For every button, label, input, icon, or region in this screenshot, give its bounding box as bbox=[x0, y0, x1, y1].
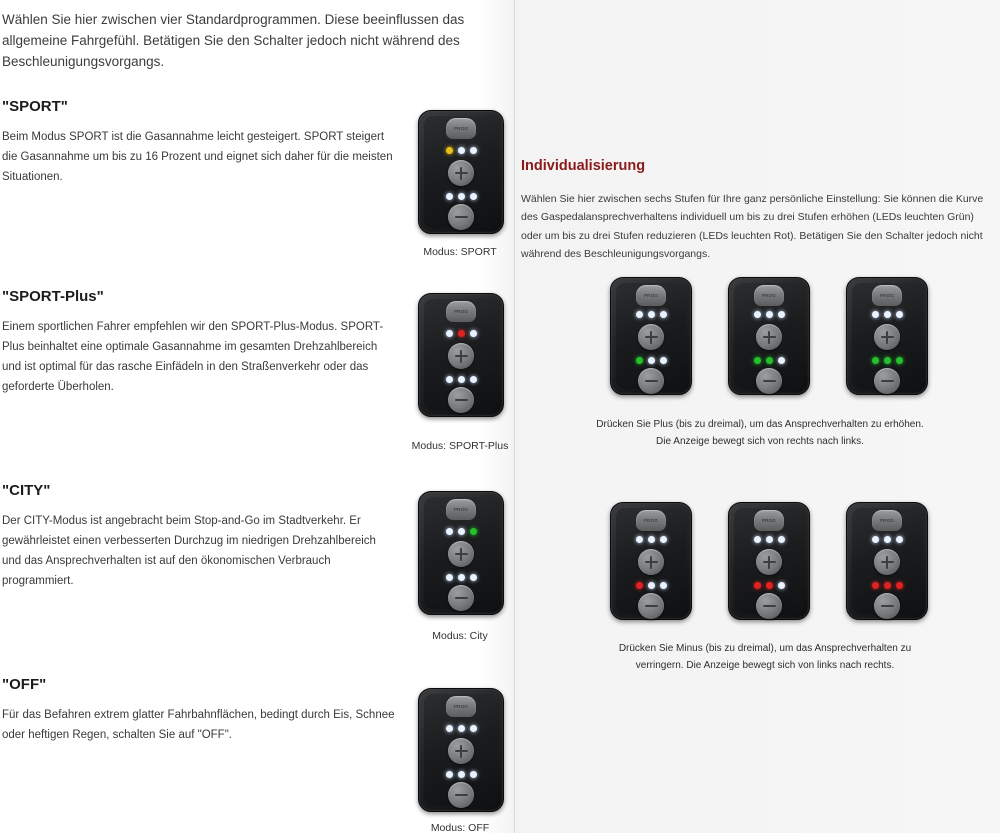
led-row bbox=[729, 311, 809, 318]
led-indicator bbox=[660, 536, 667, 543]
led-row bbox=[611, 536, 691, 543]
led-indicator bbox=[470, 771, 477, 778]
led-row bbox=[847, 582, 927, 589]
prog-knob-label: PROG bbox=[453, 507, 469, 512]
led-indicator bbox=[446, 574, 453, 581]
led-indicator bbox=[754, 536, 761, 543]
plus-button-icon[interactable] bbox=[874, 324, 900, 350]
plus-button-icon[interactable] bbox=[874, 549, 900, 575]
led-indicator bbox=[766, 536, 773, 543]
led-row bbox=[847, 311, 927, 318]
plus-button-icon[interactable] bbox=[448, 541, 474, 567]
led-row bbox=[419, 376, 503, 383]
led-row bbox=[729, 536, 809, 543]
led-indicator bbox=[766, 582, 773, 589]
minus-button-icon[interactable] bbox=[448, 782, 474, 808]
mode-block-sport-plus bbox=[2, 288, 402, 398]
led-indicator bbox=[446, 528, 453, 535]
led-indicator bbox=[446, 376, 453, 383]
led-indicator bbox=[660, 582, 667, 589]
led-indicator bbox=[458, 147, 465, 154]
device-minus-3 bbox=[846, 502, 928, 620]
minus-button-icon[interactable] bbox=[448, 204, 474, 230]
led-indicator bbox=[470, 193, 477, 200]
minus-button-icon[interactable] bbox=[874, 593, 900, 619]
individualisation-title: Individualisierung bbox=[521, 158, 646, 174]
mode-title: "SPORT" bbox=[2, 98, 68, 115]
led-indicator bbox=[648, 357, 655, 364]
led-indicator bbox=[766, 311, 773, 318]
led-row bbox=[611, 582, 691, 589]
prog-knob-icon[interactable] bbox=[872, 510, 902, 531]
minus-button-icon[interactable] bbox=[638, 368, 664, 394]
led-indicator bbox=[754, 357, 761, 364]
plus-button-icon[interactable] bbox=[756, 324, 782, 350]
led-indicator bbox=[884, 582, 891, 589]
minus-button-icon[interactable] bbox=[448, 585, 474, 611]
minus-row-caption: Drücken Sie Minus (bis zu dreimal), um das Ansprechverhalten zu verringern. Die Anzeige bewegt sich von links nach rechts. bbox=[618, 643, 912, 671]
led-indicator bbox=[470, 376, 477, 383]
mode-title: "SPORT-Plus" bbox=[2, 288, 104, 305]
prog-knob-icon[interactable] bbox=[754, 285, 784, 306]
led-indicator bbox=[660, 357, 667, 364]
led-indicator bbox=[470, 574, 477, 581]
device-plus-3 bbox=[846, 277, 928, 395]
intro-text: Wählen Sie hier zwischen vier Standardprogrammen. Diese beeinflussen das allgemeine Fahrgefühl. Betätigen Sie den Schalter jedoch nicht während des Beschleunigungsvorgangs. bbox=[2, 12, 465, 69]
led-indicator bbox=[470, 725, 477, 732]
led-row bbox=[419, 574, 503, 581]
mode-block-city bbox=[2, 482, 402, 592]
minus-button-icon[interactable] bbox=[638, 593, 664, 619]
mode-description: Beim Modus SPORT ist die Gasannahme leicht gesteigert. SPORT steigert die Gasannahme um bis zu 16 Prozent und eignet sich daher für die meisten Situationen. bbox=[2, 131, 393, 184]
device-minus-2 bbox=[728, 502, 810, 620]
prog-knob-label: PROG bbox=[879, 293, 895, 298]
mode-description: Der CITY-Modus ist angebracht beim Stop-and-Go im Stadtverkehr. Er gewährleistet einen verbesserten Durchzug im niedrigen Drehzahlbereich und das Ansprechverhalten ist auf den ökonomischen Verbrauch programmiert. bbox=[2, 515, 376, 588]
led-indicator bbox=[872, 357, 879, 364]
mode-block-sport bbox=[2, 98, 402, 187]
plus-button-icon[interactable] bbox=[448, 738, 474, 764]
prog-knob-icon[interactable] bbox=[636, 510, 666, 531]
led-row bbox=[611, 311, 691, 318]
led-indicator bbox=[636, 357, 643, 364]
led-indicator bbox=[872, 311, 879, 318]
device-caption: Modus: SPORT bbox=[423, 246, 497, 258]
prog-knob-label: PROG bbox=[453, 126, 469, 131]
prog-knob-icon[interactable] bbox=[446, 118, 476, 139]
device-plus-1 bbox=[610, 277, 692, 395]
led-indicator bbox=[470, 147, 477, 154]
led-indicator bbox=[896, 311, 903, 318]
led-row bbox=[729, 582, 809, 589]
prog-knob-icon[interactable] bbox=[446, 499, 476, 520]
led-indicator bbox=[458, 193, 465, 200]
individualisation-column bbox=[515, 0, 1000, 833]
plus-button-icon[interactable] bbox=[448, 343, 474, 369]
plus-button-icon[interactable] bbox=[756, 549, 782, 575]
minus-button-icon[interactable] bbox=[874, 368, 900, 394]
led-row bbox=[419, 528, 503, 535]
led-row bbox=[419, 725, 503, 732]
led-indicator bbox=[896, 536, 903, 543]
led-indicator bbox=[754, 311, 761, 318]
prog-knob-label: PROG bbox=[761, 293, 777, 298]
led-indicator bbox=[636, 311, 643, 318]
led-indicator bbox=[872, 536, 879, 543]
device-city bbox=[418, 491, 504, 615]
plus-button-icon[interactable] bbox=[638, 324, 664, 350]
led-row bbox=[419, 771, 503, 778]
led-indicator bbox=[872, 582, 879, 589]
led-indicator bbox=[884, 536, 891, 543]
led-indicator bbox=[458, 574, 465, 581]
led-row bbox=[729, 357, 809, 364]
led-indicator bbox=[884, 357, 891, 364]
mode-title: "CITY" bbox=[2, 482, 51, 499]
device-caption: Modus: SPORT-Plus bbox=[411, 440, 509, 452]
led-row bbox=[847, 536, 927, 543]
individualisation-text: Wählen Sie hier zwischen sechs Stufen für Ihre ganz persönliche Einstellung: Sie können die Kurve des Gaspedalansprechverhaltens individuell um bis zu drei Stufen erhöhen (LEDs leuchten Grün) oder um bis zu drei Stufen reduzieren (LEDs leuchten Rot). Betätigen Sie den Schalter jedoch nicht während des Beschleunigungsvorgangs. bbox=[521, 193, 984, 261]
device-caption: Modus: City bbox=[432, 630, 488, 642]
minus-button-icon[interactable] bbox=[756, 593, 782, 619]
mode-title: "OFF" bbox=[2, 676, 47, 693]
led-indicator bbox=[778, 582, 785, 589]
led-indicator bbox=[896, 582, 903, 589]
prog-knob-label: PROG bbox=[453, 309, 469, 314]
prog-knob-icon[interactable] bbox=[636, 285, 666, 306]
plus-button-icon[interactable] bbox=[638, 549, 664, 575]
prog-knob-icon[interactable] bbox=[872, 285, 902, 306]
mode-description: Einem sportlichen Fahrer empfehlen wir den SPORT-Plus-Modus. SPORT-Plus beinhaltet eine optimale Gasannahme im gesamten Drehzahlbereich und ist optimal für das rasche Einfädeln in den Straßenverkehr oder das geforderte Überholen. bbox=[2, 321, 384, 394]
led-indicator bbox=[446, 330, 453, 337]
led-indicator bbox=[778, 536, 785, 543]
device-sport bbox=[418, 110, 504, 234]
led-indicator bbox=[884, 311, 891, 318]
plus-button-icon[interactable] bbox=[448, 160, 474, 186]
prog-knob-icon[interactable] bbox=[446, 301, 476, 322]
prog-knob-icon[interactable] bbox=[754, 510, 784, 531]
led-indicator bbox=[458, 725, 465, 732]
led-row bbox=[611, 357, 691, 364]
led-row bbox=[419, 330, 503, 337]
device-caption: Modus: OFF bbox=[430, 822, 490, 834]
led-indicator bbox=[470, 528, 477, 535]
led-indicator bbox=[778, 311, 785, 318]
led-indicator bbox=[446, 725, 453, 732]
prog-knob-label: PROG bbox=[879, 518, 895, 523]
prog-knob-label: PROG bbox=[453, 704, 469, 709]
led-indicator bbox=[660, 311, 667, 318]
led-indicator bbox=[648, 536, 655, 543]
device-plus-2 bbox=[728, 277, 810, 395]
device-sport-plus bbox=[418, 293, 504, 417]
led-indicator bbox=[636, 536, 643, 543]
device-minus-1 bbox=[610, 502, 692, 620]
device-off bbox=[418, 688, 504, 812]
mode-description: Für das Befahren extrem glatter Fahrbahnflächen, bedingt durch Eis, Schnee oder heftigen Regen, schalten Sie auf "OFF". bbox=[2, 709, 395, 742]
minus-button-icon[interactable] bbox=[448, 387, 474, 413]
minus-button-icon[interactable] bbox=[756, 368, 782, 394]
led-indicator bbox=[446, 147, 453, 154]
led-row bbox=[419, 193, 503, 200]
led-indicator bbox=[648, 582, 655, 589]
mode-block-off bbox=[2, 676, 402, 745]
prog-knob-label: PROG bbox=[761, 518, 777, 523]
led-row bbox=[419, 147, 503, 154]
led-indicator bbox=[458, 330, 465, 337]
led-indicator bbox=[446, 193, 453, 200]
led-indicator bbox=[636, 582, 643, 589]
led-indicator bbox=[766, 357, 773, 364]
led-indicator bbox=[458, 771, 465, 778]
led-indicator bbox=[470, 330, 477, 337]
led-indicator bbox=[778, 357, 785, 364]
led-indicator bbox=[458, 528, 465, 535]
led-row bbox=[847, 357, 927, 364]
prog-knob-label: PROG bbox=[643, 518, 659, 523]
led-indicator bbox=[458, 376, 465, 383]
prog-knob-label: PROG bbox=[643, 293, 659, 298]
led-indicator bbox=[896, 357, 903, 364]
led-indicator bbox=[446, 771, 453, 778]
plus-row-caption: Drücken Sie Plus (bis zu dreimal), um das Ansprechverhalten zu erhöhen. Die Anzeige bewegt sich von rechts nach links. bbox=[596, 419, 924, 447]
led-indicator bbox=[648, 311, 655, 318]
led-indicator bbox=[754, 582, 761, 589]
prog-knob-icon[interactable] bbox=[446, 696, 476, 717]
